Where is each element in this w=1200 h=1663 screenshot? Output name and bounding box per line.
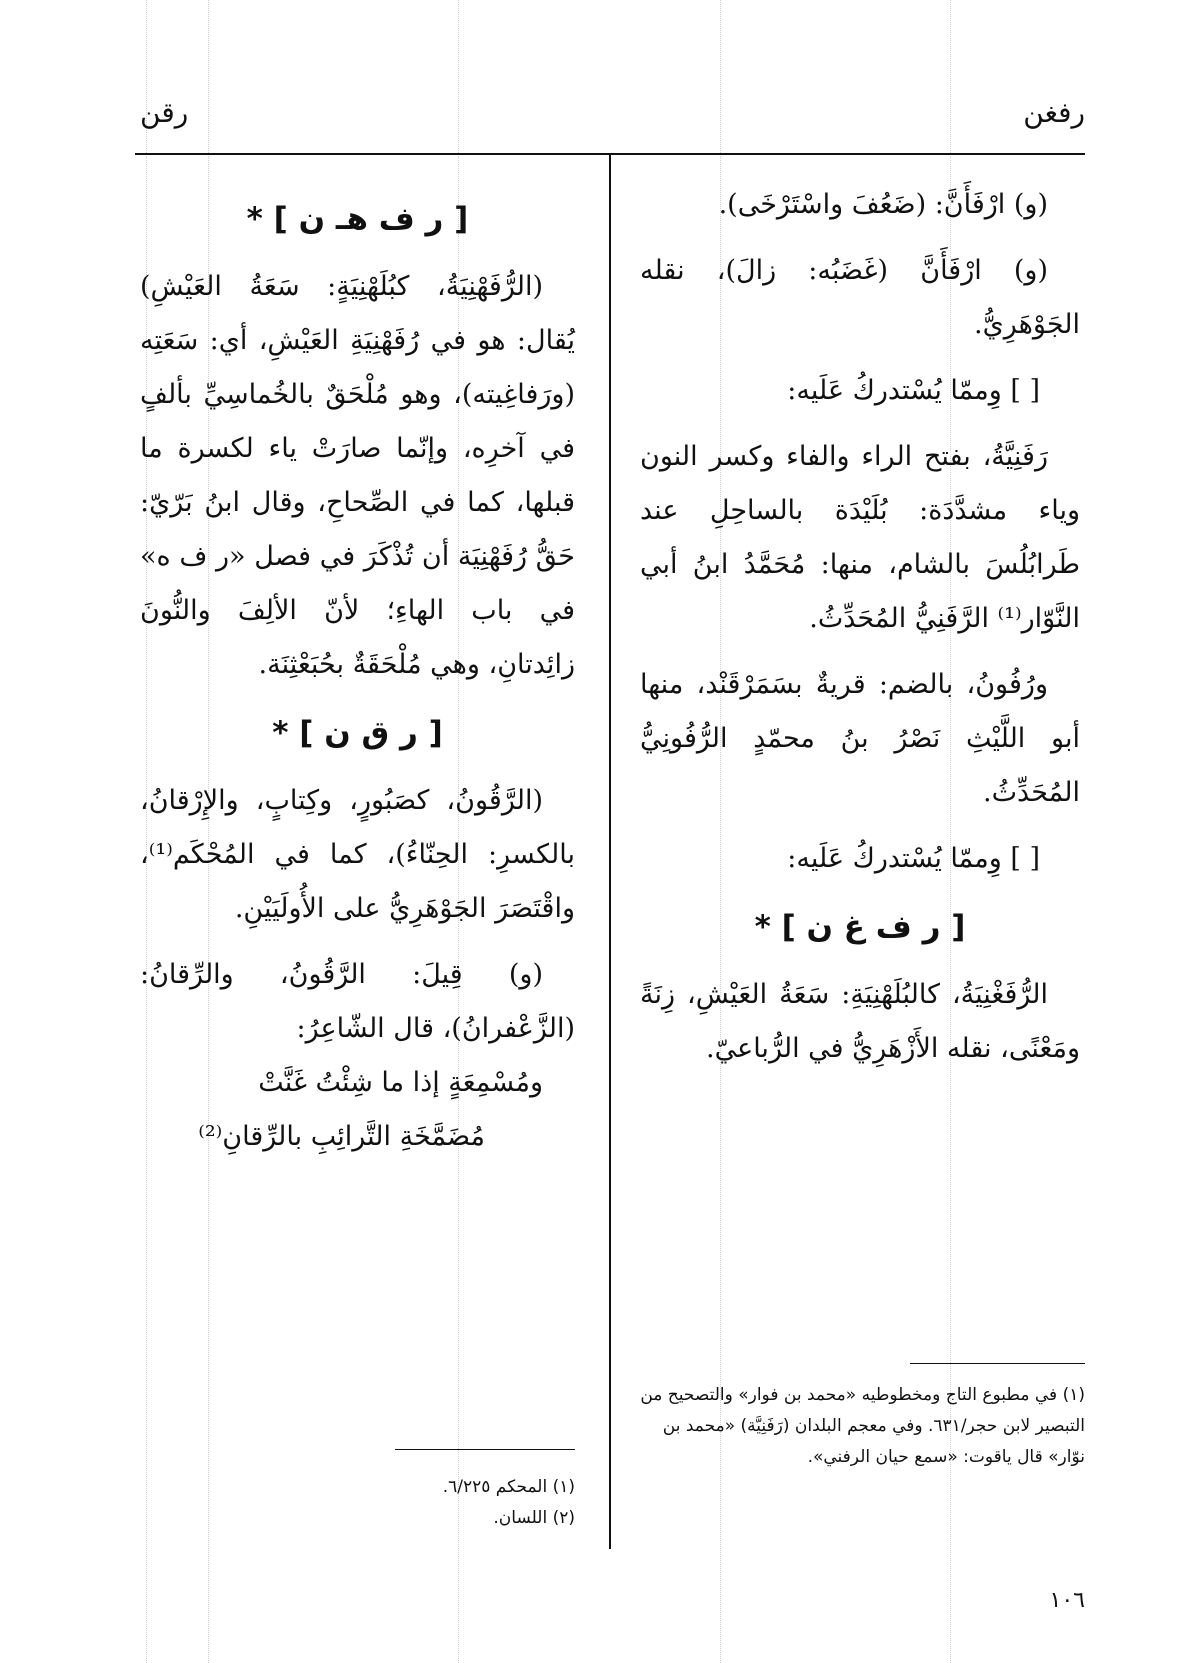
paragraph: [ ] وِممّا يُسْتدركُ عَلَيه:	[787, 843, 1040, 874]
paragraph: (و) ارْفَأَنَّ: (ضَعُفَ واسْتَرْخَى).	[718, 189, 1048, 220]
page-number: ١٠٦	[1049, 1588, 1085, 1613]
paragraph: (و) قِيلَ: الرَّقُونُ، والرِّقانُ: (الزَّعْفرانُ)، قال الشّاعِرُ:	[140, 959, 575, 1044]
left-column	[140, 178, 575, 1176]
paragraph: (و) ارْفَأَنَّ (غَضَبُه: زالَ)، نقله الجَوْهَرِيُّ.	[640, 255, 1080, 340]
entry-heading: [ ر ف غ ن ] *	[754, 909, 966, 945]
paragraph: [ ] وِممّا يُسْتدركُ عَلَيه:	[787, 375, 1040, 406]
paragraph: رَفَنِيَّةُ، بفتح الراء والفاء وكسر النون وياء مشدَّدَة: بُلَيْدَة بالساحِلِ عند طَرابُلُسَ بالشام، منها: مُحَمَّدُ ابنُ أبي النَّوّار⁽¹⁾ الرَّفَنِيُّ المُحَدِّثُ.	[640, 441, 1080, 634]
footnote: (١) المحكم ٦/٢٢٥.	[442, 1477, 575, 1497]
poem-verse: ومُسْمِعَةٍ إذا ما شِئْتُ غَنَّتْ	[258, 1067, 543, 1098]
running-head-left: رقن	[140, 96, 189, 129]
footnotes-left	[330, 1472, 575, 1534]
footnote-rule	[910, 1363, 1085, 1364]
entry-heading: [ ر ق ن ] *	[272, 715, 443, 751]
footnote: (١) في مطبوع التاج ومخطوطيه «محمد بن فوار» والتصحيح من التبصير لابن حجر/٦٣١. وفي معجم البلدان (رَفَنِيَّة) «محمد بن نوّار» قال ياقوت: «سمع حيان الرفني».	[640, 1385, 1085, 1467]
paragraph: ورُفُونُ، بالضم: قريةٌ بسَمَرْقَنْد، منها أبو اللَّيْثِ نَصْرُ بنُ محمّدٍ الرُّفُونِيُّ المُحَدِّثُ.	[640, 669, 1080, 808]
footnotes-right	[640, 1380, 1085, 1473]
column-divider	[609, 154, 611, 1549]
footnote: (٢) اللسان.	[493, 1508, 575, 1528]
poem-verse: مُضَمَّخَةِ التَّرائِبِ بالرِّقانِ⁽²⁾	[198, 1121, 485, 1152]
footnote-rule	[395, 1449, 575, 1450]
right-column	[640, 178, 1080, 1088]
paragraph: الرُّفَغْنِيَةُ، كالبُلَهْنِيَةِ: سَعَةُ العَيْشِ، زِنَةً ومَعْنًى، نقله الأَزْهَرِيُّ في الرُّباعيّ.	[640, 979, 1080, 1064]
paragraph: (الرَّقُونُ، كصَبُورٍ، وكِتابٍ، والإِرْقانُ، بالكسرِ: الحِنّاءُ)، كما في المُحْكَم⁽¹⁾، واقْتَصَرَ الجَوْهَرِيُّ على الأُولَيَيْنِ.	[140, 785, 575, 924]
entry-heading: [ ر ف هـ ن ] *	[246, 201, 469, 237]
paragraph: (الرُّفَهْنِيَةُ، كبُلَهْنِيَةٍ: سَعَةُ العَيْشِ) يُقال: هو في رُفَهْنِيَةِ العَيْشِ، أي: سَعَتِه (ورَفاغِيته)، وهو مُلْحَقٌ بالخُماسِيِّ بألفٍ في آخرِه، وإنّما صارَتْ ياء لكسرة ما قبلها، كما في الصِّحاحِ، وقال ابنُ بَرّيّ: حَقُّ رُفَهْنِيَة أن تُذْكَرَ في فصل «ر ف ه» في باب الهاءِ؛ لأنّ الألِفَ والنُّونَ زائِدتانِ، وهي مُلْحَقَةٌ بحُبَعْثِنَة.	[140, 271, 575, 680]
running-head-right: رفغن	[1023, 96, 1085, 129]
